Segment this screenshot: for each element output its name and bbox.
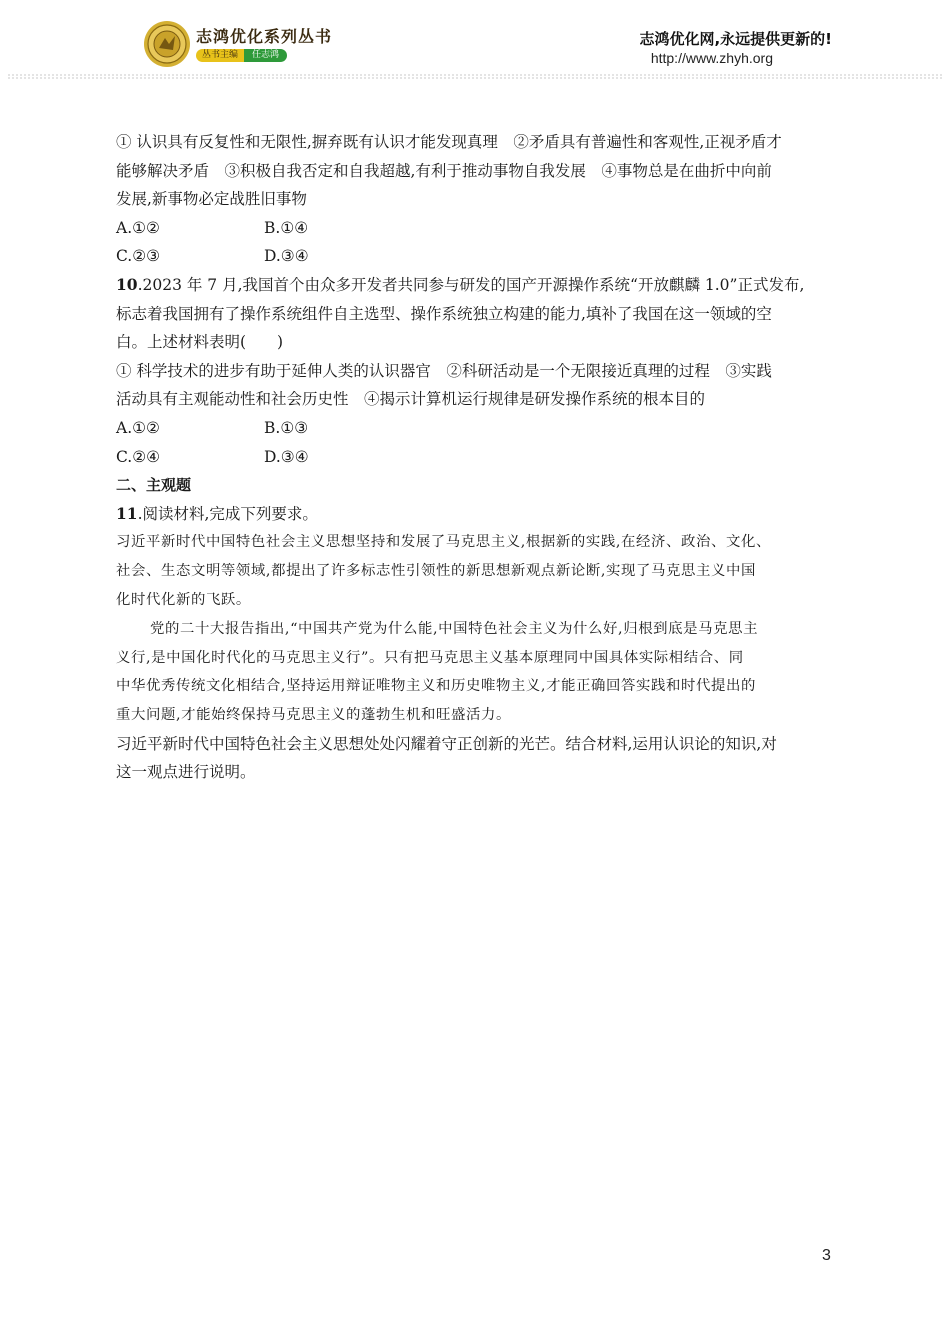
editor-name: 任志鸿 (244, 49, 287, 62)
site-url[interactable]: http://www.zhyh.org (650, 50, 773, 66)
statement-line: ① 认识具有反复性和无限性,摒弃既有认识才能发现真理 ②矛盾具有普遍性和客观性,正视矛盾才 (116, 133, 782, 151)
option-b: B.①③ (264, 418, 309, 437)
material-line: 中华优秀传统文化相结合,坚持运用辩证唯物主义和历史唯物主义,才能正确回答实践和时代提出的 (116, 678, 756, 695)
material-line: 重大问题,才能始终保持马克思主义的蓬勃生机和旺盛活力。 (116, 707, 511, 724)
option-a: A.①② (116, 418, 160, 437)
question-line (116, 500, 836, 529)
section-title: 二、主观题 (116, 476, 192, 495)
q10-options-row (116, 443, 836, 472)
material-line: 化时代化新的飞跃。 (116, 591, 251, 608)
q10-stem (116, 271, 836, 357)
task-line: 这一观点进行说明。 (116, 763, 256, 782)
material-line: 社会、生态文明等领域,都提出了许多标志性引领性的新思想新观点新论断,实现了马克思主义中国 (116, 563, 756, 580)
question-number: 11 (116, 503, 138, 523)
q10-statements (116, 357, 836, 414)
q10-options-row (116, 414, 836, 443)
option-d: D.③④ (264, 247, 309, 266)
option-b: B.①④ (264, 218, 309, 237)
circular-gold-seal-icon (143, 20, 191, 68)
header-divider (8, 74, 942, 80)
material-line: 党的二十大报告指出,“中国共产党为什么能,中国特色社会主义为什么好,归根到底是马克思主 (150, 620, 759, 637)
q9-options-row (116, 242, 836, 271)
q11-task (116, 730, 836, 787)
statement-line: 发展,新事物必定战胜旧事物 (116, 190, 307, 209)
series-title: 志鸿优化系列丛书 (196, 27, 333, 46)
question-line: 白。上述材料表明( ) (116, 333, 284, 352)
q9-statements (116, 128, 836, 214)
q11-material (116, 528, 836, 730)
question-text: .2023 年 7 月,我国首个由众多开发者共同参与研发的国产开源操作系统“开放麒麟 1.0”正式发布, (137, 275, 805, 294)
document-body (116, 128, 836, 787)
option-c: C.②③ (116, 247, 161, 266)
page-header (0, 0, 950, 84)
editor-role: 丛书主编 (196, 49, 244, 62)
statement-line: 能够解决矛盾 ③积极自我否定和自我超越,有利于推动事物自我发展 ④事物总是在曲折中向前 (116, 161, 772, 180)
task-line: 习近平新时代中国特色社会主义思想处处闪耀着守正创新的光芒。结合材料,运用认识论的知识,对 (116, 734, 777, 753)
question-line: 标志着我国拥有了操作系统组件自主选型、操作系统独立构建的能力,填补了我国在这一领域的空 (116, 304, 772, 323)
material-line: 习近平新时代中国特色社会主义思想坚持和发展了马克思主义,根据新的实践,在经济、政治、文化、 (116, 534, 771, 551)
question-text: .阅读材料,完成下列要求。 (137, 504, 318, 523)
statement-line: 活动具有主观能动性和社会历史性 ④揭示计算机运行规律是研发操作系统的根本目的 (116, 390, 706, 409)
site-slogan: 志鸿优化网,永远提供更新的! (639, 30, 832, 48)
option-a: A.①② (116, 218, 160, 237)
page-number: 3 (822, 1247, 831, 1264)
question-line (116, 271, 836, 300)
statement-line: ① 科学技术的进步有助于延伸人类的认识器官 ②科研活动是一个无限接近真理的过程 ③实践 (116, 361, 772, 380)
editor-badge (196, 49, 287, 62)
question-number: 10 (116, 274, 138, 294)
option-d: D.③④ (264, 447, 309, 466)
q9-options-row (116, 214, 836, 243)
option-c: C.②④ (116, 447, 161, 466)
material-line: 义行,是中国化时代化的马克思主义行”。只有把马克思主义基本原理同中国具体实际相结合、同 (116, 649, 744, 666)
